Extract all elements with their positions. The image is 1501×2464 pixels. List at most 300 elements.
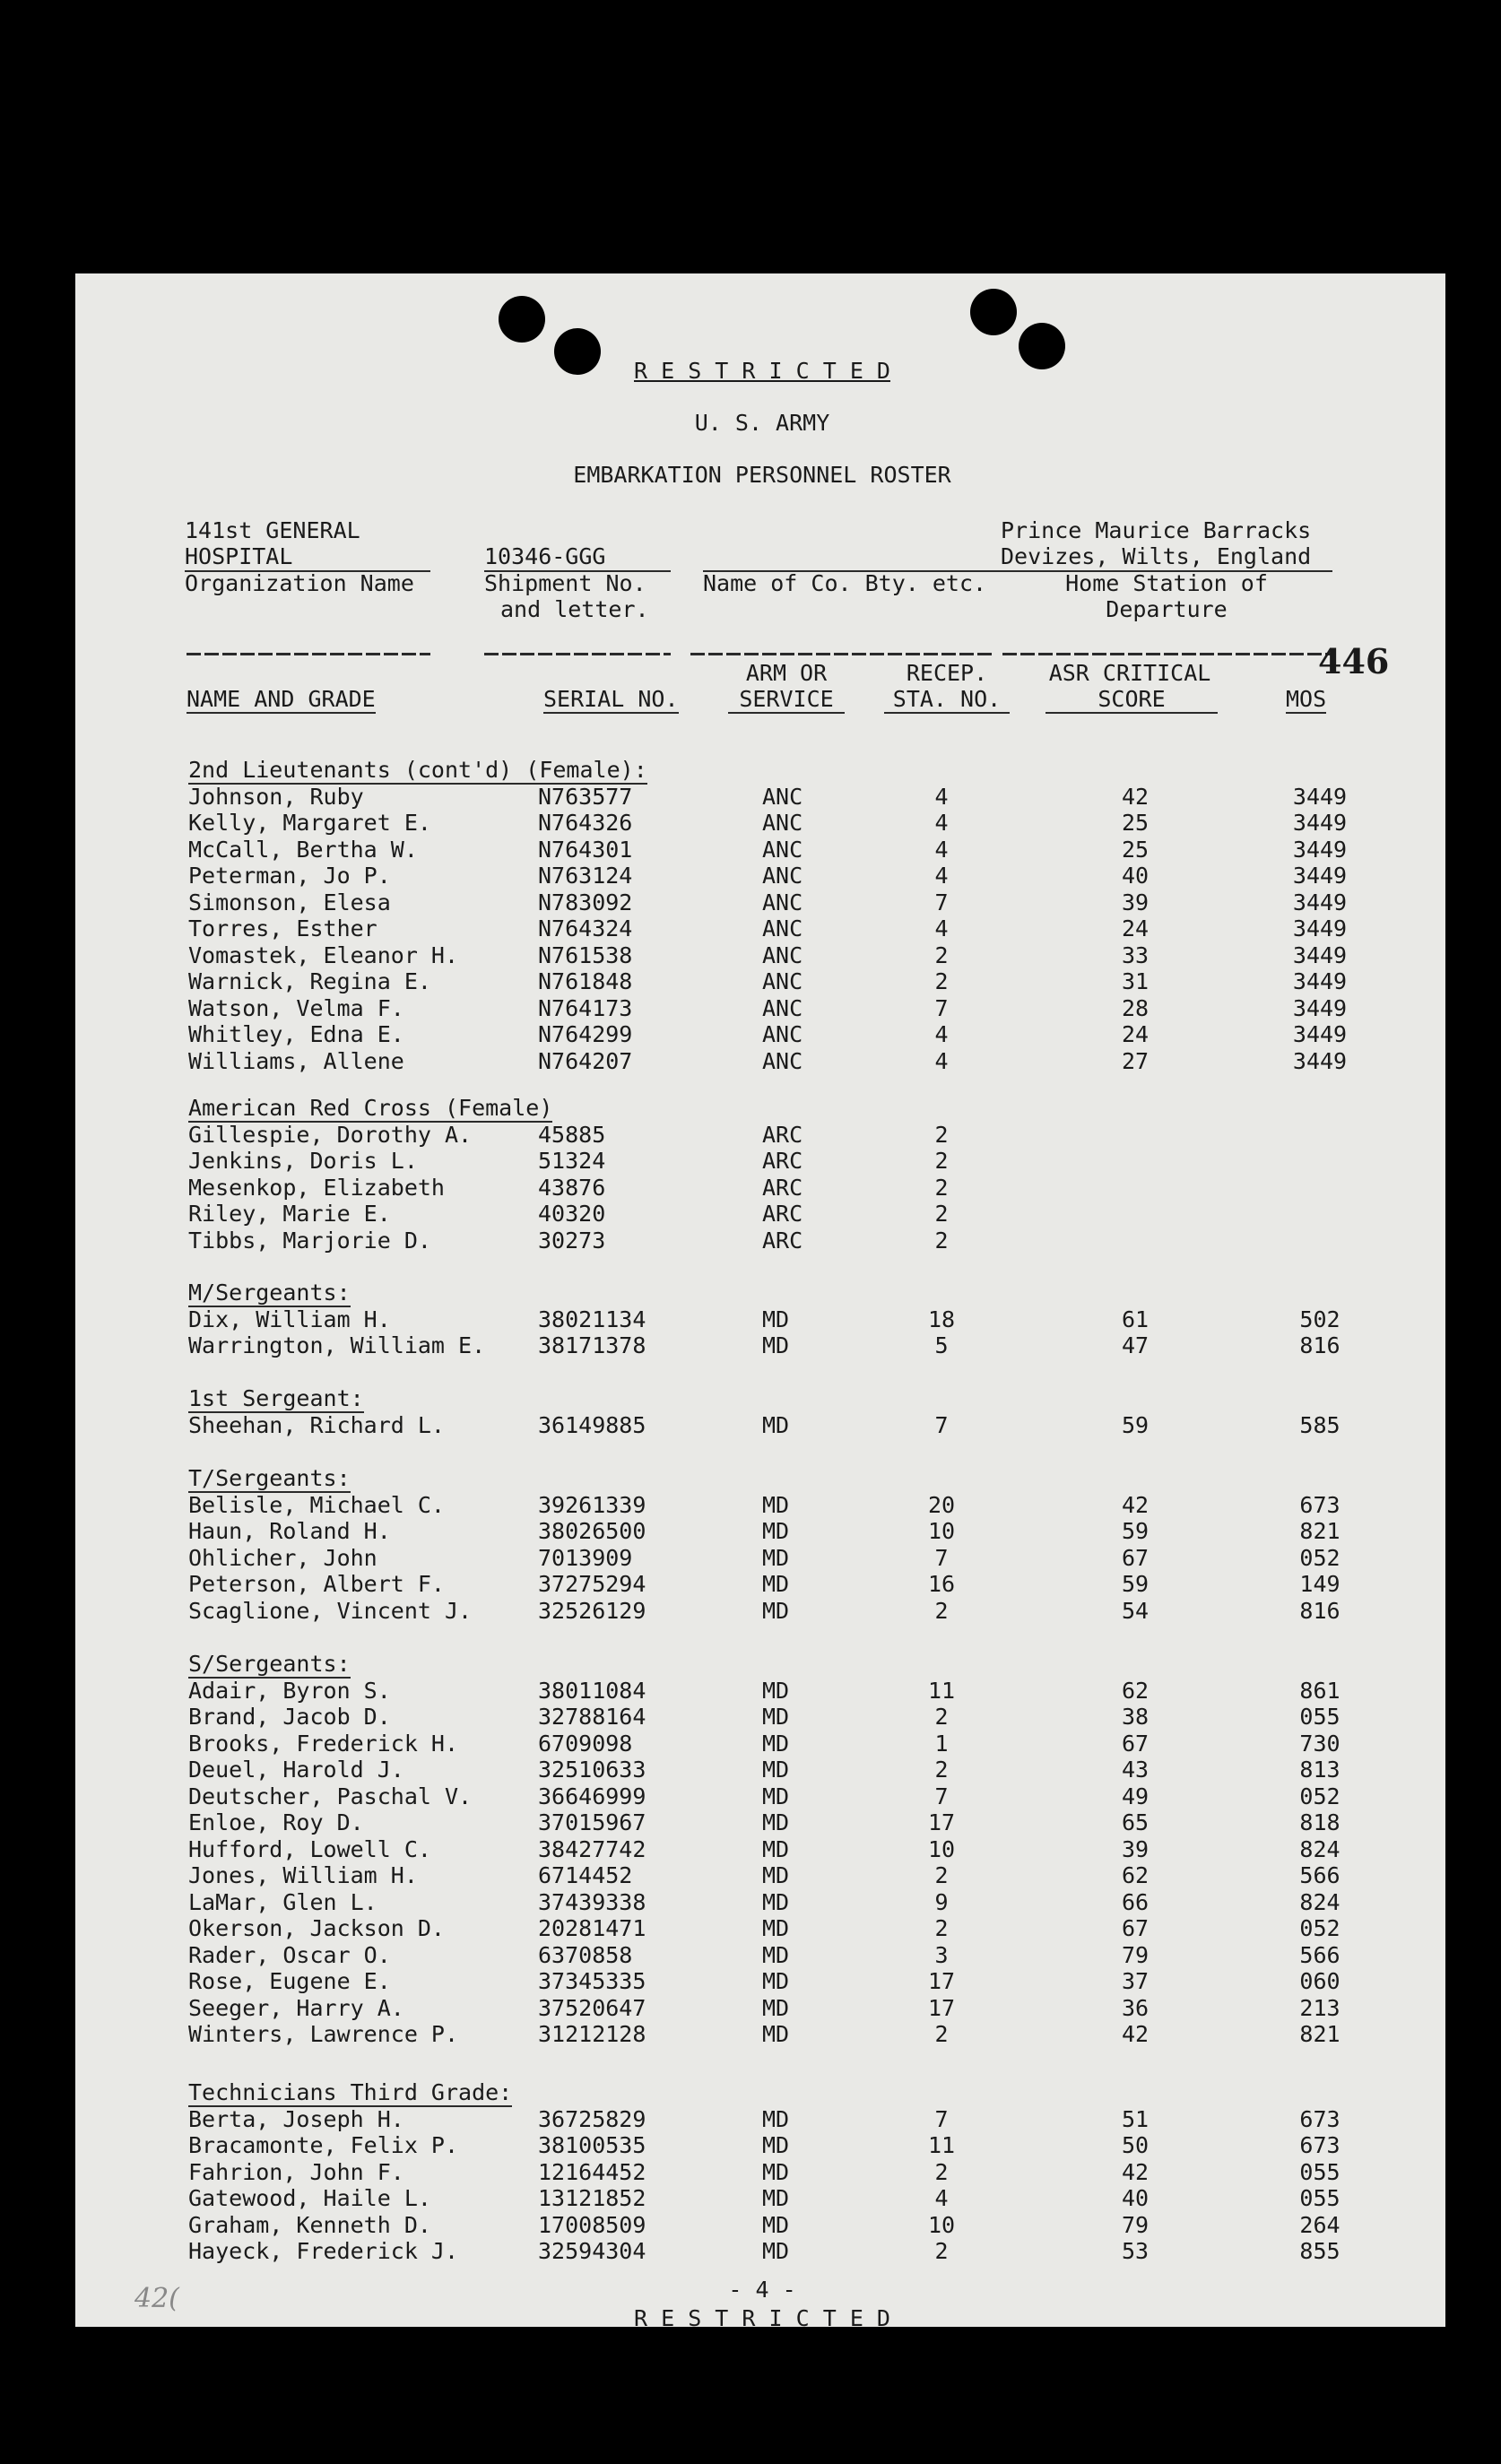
asr-score: 42 [1121, 783, 1150, 810]
mos-code: 730 [1299, 1730, 1340, 1757]
member-name: Gillespie, Dorothy A. [188, 1121, 473, 1148]
serial-number: 39261339 [538, 1491, 646, 1518]
arm-or-service: ANC [762, 836, 803, 863]
serial-number: 20281471 [538, 1915, 646, 1941]
arm-or-service: MD [762, 1862, 790, 1888]
mos-code: 055 [1299, 2158, 1340, 2185]
asr-score: 27 [1121, 1047, 1150, 1074]
column-header-name: NAME AND GRADE [187, 686, 376, 712]
mos-code: 824 [1299, 1835, 1340, 1862]
serial-number: 17008509 [538, 2211, 646, 2238]
mos-code: 055 [1299, 1704, 1340, 1730]
roster-row [0, 969, 1501, 996]
arm-or-service: ANC [762, 994, 803, 1021]
asr-score: 67 [1121, 1915, 1150, 1941]
member-name: Bracamonte, Felix P. [188, 2132, 459, 2158]
asr-score: 51 [1121, 2105, 1150, 2132]
header-rule [690, 653, 993, 655]
serial-number: N764301 [538, 836, 633, 863]
arm-or-service: MD [762, 1994, 790, 2021]
asr-score: 40 [1121, 2185, 1150, 2211]
serial-number: 32594304 [538, 2238, 646, 2264]
station-label2: Departure [1106, 596, 1228, 622]
asr-score: 39 [1121, 889, 1150, 915]
arm-or-service: MD [762, 1411, 790, 1438]
mos-code: 052 [1299, 1915, 1340, 1941]
roster-row [0, 2239, 1501, 2266]
asr-score: 49 [1121, 1783, 1150, 1809]
mos-code: 3449 [1292, 941, 1348, 968]
mos-code: 052 [1299, 1783, 1340, 1809]
reception-station: 2 [934, 1757, 949, 1783]
member-name: Williams, Allene [188, 1047, 404, 1074]
arm-or-service: ANC [762, 1047, 803, 1074]
reception-station: 7 [934, 1411, 949, 1438]
asr-score: 38 [1121, 1704, 1150, 1730]
member-name: Whitley, Edna E. [188, 1021, 404, 1047]
member-name: Okerson, Jackson D. [188, 1915, 445, 1941]
member-name: Torres, Esther [188, 915, 377, 941]
reception-station: 2 [934, 1862, 949, 1888]
member-name: LaMar, Glen L. [188, 1888, 377, 1915]
column-header-asr2: SCORE [1045, 687, 1218, 714]
member-name: Haun, Roland H. [188, 1518, 391, 1544]
roster-row [0, 1149, 1501, 1176]
shipment-label1: Shipment No. [484, 570, 646, 596]
section-title: 2nd Lieutenants (cont'd) (Female): [188, 757, 647, 783]
reception-station: 2 [934, 941, 949, 968]
header-rule [187, 653, 430, 655]
asr-score: 42 [1121, 2158, 1150, 2185]
mos-code: 818 [1299, 1809, 1340, 1835]
serial-number: 32510633 [538, 1757, 646, 1783]
reception-station: 10 [927, 1835, 956, 1862]
member-name: Winters, Lawrence P. [188, 2021, 459, 2047]
arm-or-service: MD [762, 1332, 790, 1358]
member-name: Warrington, William E. [188, 1332, 486, 1358]
member-name: Vomastek, Eleanor H. [188, 941, 459, 968]
member-name: Fahrion, John F. [188, 2158, 404, 2185]
member-name: Belisle, Michael C. [188, 1491, 445, 1518]
member-name: Kelly, Margaret E. [188, 810, 431, 836]
reception-station: 2 [934, 1174, 949, 1201]
reception-station: 2 [934, 1121, 949, 1148]
serial-number: N763577 [538, 783, 633, 810]
column-header-arm1: ARM OR [745, 660, 828, 686]
asr-score: 67 [1121, 1730, 1150, 1757]
serial-number: 40320 [538, 1201, 606, 1227]
serial-number: 37275294 [538, 1571, 646, 1597]
asr-score: 47 [1121, 1332, 1150, 1358]
serial-number: 30273 [538, 1227, 606, 1254]
serial-number: 32526129 [538, 1597, 646, 1624]
member-name: Hufford, Lowell C. [188, 1835, 431, 1862]
reception-station: 4 [934, 915, 949, 941]
asr-score: 79 [1121, 1941, 1150, 1968]
serial-number: 38011084 [538, 1677, 646, 1704]
mos-code: 502 [1299, 1306, 1340, 1332]
arm-or-service: MD [762, 1941, 790, 1968]
member-name: Seeger, Harry A. [188, 1994, 404, 2021]
roster-row [0, 1890, 1501, 1917]
asr-score: 33 [1121, 941, 1150, 968]
asr-score: 42 [1121, 1491, 1150, 1518]
section-title: Technicians Third Grade: [188, 2079, 513, 2105]
roster-row [0, 1916, 1501, 1943]
roster-row [0, 863, 1501, 890]
mos-code: 816 [1299, 1597, 1340, 1624]
member-name: Rose, Eugene E. [188, 1968, 391, 1994]
arm-or-service: MD [762, 1888, 790, 1915]
arm-or-service: MD [762, 1677, 790, 1704]
mos-code: 566 [1299, 1862, 1340, 1888]
reception-station: 2 [934, 2021, 949, 2047]
shipment-number: 10346-GGG [484, 543, 606, 569]
serial-number: 36646999 [538, 1783, 646, 1809]
serial-number: 38026500 [538, 1518, 646, 1544]
reception-station: 10 [927, 2211, 956, 2238]
serial-number: 38427742 [538, 1835, 646, 1862]
roster-row [0, 1943, 1501, 1970]
asr-score: 62 [1121, 1677, 1150, 1704]
column-header-recep1: RECEP. [906, 660, 988, 686]
asr-score: 25 [1121, 836, 1150, 863]
arm-or-service: MD [762, 2238, 790, 2264]
roster-row [0, 1228, 1501, 1255]
arm-or-service: MD [762, 2211, 790, 2238]
roster-row [0, 1546, 1501, 1573]
reception-station: 2 [934, 1597, 949, 1624]
column-header-recep2: STA. NO. [884, 687, 1010, 714]
asr-score: 59 [1121, 1518, 1150, 1544]
arm-or-service: ANC [762, 915, 803, 941]
roster-row [0, 2107, 1501, 2134]
member-name: Tibbs, Marjorie D. [188, 1227, 431, 1254]
roster-row [0, 1022, 1501, 1049]
roster-row [0, 1176, 1501, 1202]
roster-row [0, 1837, 1501, 1864]
reception-station: 4 [934, 783, 949, 810]
serial-number: 38100535 [538, 2132, 646, 2158]
arm-or-service: MD [762, 2021, 790, 2047]
arm-or-service: MD [762, 1544, 790, 1571]
reception-station: 20 [927, 1491, 956, 1518]
mos-code: 821 [1299, 2021, 1340, 2047]
arm-or-service: ARC [762, 1201, 803, 1227]
arm-or-service: MD [762, 1518, 790, 1544]
section-title: T/Sergeants: [188, 1465, 351, 1491]
member-name: Jenkins, Doris L. [188, 1148, 418, 1174]
serial-number: 36149885 [538, 1411, 646, 1438]
arm-or-service: MD [762, 2158, 790, 2185]
station-line1: Prince Maurice Barracks [1001, 517, 1312, 543]
asr-score: 25 [1121, 810, 1150, 836]
mos-code: 861 [1299, 1677, 1340, 1704]
member-name: Berta, Joseph H. [188, 2105, 404, 2132]
asr-score: 50 [1121, 2132, 1150, 2158]
roster-row [0, 1333, 1501, 1360]
arm-or-service: MD [762, 1809, 790, 1835]
arm-or-service: MD [762, 1730, 790, 1757]
mos-code: 3449 [1292, 1021, 1348, 1047]
column-header-arm2: SERVICE [728, 687, 845, 714]
roster-row [0, 1810, 1501, 1837]
asr-score: 24 [1121, 1021, 1150, 1047]
reception-station: 17 [927, 1968, 956, 1994]
mos-code: 673 [1299, 1491, 1340, 1518]
organization-line1: 141st GENERAL [185, 517, 360, 543]
mos-code: 3449 [1292, 783, 1348, 810]
member-name: Riley, Marie E. [188, 1201, 391, 1227]
reception-station: 2 [934, 1915, 949, 1941]
asr-score: 53 [1121, 2238, 1150, 2264]
mos-code: 816 [1299, 1332, 1340, 1358]
company-label: Name of Co. Bty. etc. [703, 570, 987, 596]
restricted-header: R E S T R I C T E D [634, 358, 890, 384]
arm-or-service: ANC [762, 941, 803, 968]
mos-code: 213 [1299, 1994, 1340, 2021]
mos-code: 585 [1299, 1411, 1340, 1438]
roster-row [0, 1413, 1501, 1440]
arm-or-service: MD [762, 1306, 790, 1332]
member-name: Sheehan, Richard L. [188, 1411, 445, 1438]
header-rule [484, 653, 671, 655]
mos-code: 566 [1299, 1941, 1340, 1968]
reception-station: 4 [934, 2185, 949, 2211]
member-name: Dix, William H. [188, 1306, 391, 1332]
margin-note: 42( [134, 2283, 179, 2314]
section-title: 1st Sergeant: [188, 1385, 364, 1411]
reception-station: 2 [934, 2158, 949, 2185]
member-name: Warnick, Regina E. [188, 968, 431, 994]
serial-number: 38021134 [538, 1306, 646, 1332]
reception-station: 2 [934, 1148, 949, 1174]
reception-station: 4 [934, 836, 949, 863]
serial-number: N764324 [538, 915, 633, 941]
roster-row [0, 1679, 1501, 1705]
organization-line2: HOSPITAL [185, 543, 293, 569]
page-title: EMBARKATION PERSONNEL ROSTER [573, 462, 951, 488]
serial-number: 32788164 [538, 1704, 646, 1730]
arm-or-service: MD [762, 1597, 790, 1624]
serial-number: 12164452 [538, 2158, 646, 2185]
mos-code: 3449 [1292, 863, 1348, 889]
asr-score: 31 [1121, 968, 1150, 994]
roster-row [0, 1731, 1501, 1758]
reception-station: 7 [934, 994, 949, 1021]
punch-hole [970, 289, 1017, 335]
serial-number: N764326 [538, 810, 633, 836]
reception-station: 17 [927, 1994, 956, 2021]
roster-row [0, 1996, 1501, 2023]
mos-code: 855 [1299, 2238, 1340, 2264]
reception-station: 4 [934, 1047, 949, 1074]
mos-code: 673 [1299, 2132, 1340, 2158]
asr-score: 59 [1121, 1571, 1150, 1597]
serial-number: N761848 [538, 968, 633, 994]
serial-number: N761538 [538, 941, 633, 968]
roster-row [0, 1784, 1501, 1811]
roster-row [0, 943, 1501, 970]
arm-or-service: ANC [762, 968, 803, 994]
arm-or-service: ANC [762, 889, 803, 915]
reception-station: 2 [934, 1227, 949, 1254]
serial-number: 37520647 [538, 1994, 646, 2021]
member-name: McCall, Bertha W. [188, 836, 418, 863]
serial-number: N763124 [538, 863, 633, 889]
asr-score: 36 [1121, 1994, 1150, 2021]
roster-row [0, 890, 1501, 917]
column-header-asr1: ASR CRITICAL [1048, 660, 1211, 686]
arm-or-service: MD [762, 2105, 790, 2132]
reception-station: 7 [934, 889, 949, 915]
arm-or-service: ARC [762, 1227, 803, 1254]
asr-score: 67 [1121, 1544, 1150, 1571]
roster-row [0, 1202, 1501, 1228]
roster-row [0, 811, 1501, 837]
asr-score: 59 [1121, 1411, 1150, 1438]
serial-number: N764207 [538, 1047, 633, 1074]
arm-or-service: MD [762, 1783, 790, 1809]
column-header-serial: SERIAL NO. [543, 686, 679, 712]
mos-code: 055 [1299, 2185, 1340, 2211]
section-title: American Red Cross (Female) [188, 1095, 553, 1121]
asr-score: 61 [1121, 1306, 1150, 1332]
station-label1: Home Station of [1065, 570, 1268, 596]
asr-score: 24 [1121, 915, 1150, 941]
roster-row [0, 837, 1501, 864]
shipment-label2: and letter. [500, 596, 649, 622]
page-number: - 4 - [728, 2277, 796, 2303]
mos-code: 3449 [1292, 1047, 1348, 1074]
roster-row [0, 1519, 1501, 1546]
member-name: Brand, Jacob D. [188, 1704, 391, 1730]
roster-row [0, 996, 1501, 1023]
member-name: Graham, Kenneth D. [188, 2211, 431, 2238]
mos-code: 3449 [1292, 810, 1348, 836]
section-title: S/Sergeants: [188, 1651, 351, 1677]
reception-station: 7 [934, 2105, 949, 2132]
arm-or-service: MD [762, 1757, 790, 1783]
arm-or-service: MD [762, 1704, 790, 1730]
mos-code: 673 [1299, 2105, 1340, 2132]
member-name: Deutscher, Paschal V. [188, 1783, 473, 1809]
serial-number: 37015967 [538, 1809, 646, 1835]
mos-code: 052 [1299, 1544, 1340, 1571]
reception-station: 2 [934, 2238, 949, 2264]
member-name: Jones, William H. [188, 1862, 418, 1888]
roster-row [0, 1757, 1501, 1784]
asr-score: 62 [1121, 1862, 1150, 1888]
reception-station: 4 [934, 810, 949, 836]
roster-row [0, 1969, 1501, 1996]
serial-number: 45885 [538, 1121, 606, 1148]
section-title: M/Sergeants: [188, 1280, 351, 1306]
mos-code: 3449 [1292, 836, 1348, 863]
organization-label: Organization Name [185, 570, 414, 596]
arm-or-service: ANC [762, 863, 803, 889]
roster-row [0, 1123, 1501, 1150]
reception-station: 10 [927, 1518, 956, 1544]
mos-code: 3449 [1292, 994, 1348, 1021]
mos-code: 813 [1299, 1757, 1340, 1783]
asr-score: 79 [1121, 2211, 1150, 2238]
member-name: Gatewood, Haile L. [188, 2185, 431, 2211]
serial-number: N764173 [538, 994, 633, 1021]
asr-score: 66 [1121, 1888, 1150, 1915]
asr-score: 39 [1121, 1835, 1150, 1862]
member-name: Simonson, Elesa [188, 889, 391, 915]
mos-code: 3449 [1292, 968, 1348, 994]
roster-row [0, 2186, 1501, 2213]
serial-number: 7013909 [538, 1544, 633, 1571]
serial-number: N783092 [538, 889, 633, 915]
arm-or-service: ANC [762, 783, 803, 810]
roster-row [0, 1493, 1501, 1520]
reception-station: 11 [927, 2132, 956, 2158]
roster-row [0, 1599, 1501, 1626]
member-name: Deuel, Harold J. [188, 1757, 404, 1783]
serial-number: 6714452 [538, 1862, 633, 1888]
arm-or-service: ARC [762, 1148, 803, 1174]
asr-score: 28 [1121, 994, 1150, 1021]
member-name: Enloe, Roy D. [188, 1809, 364, 1835]
reception-station: 3 [934, 1941, 949, 1968]
reception-station: 2 [934, 1704, 949, 1730]
mos-code: 821 [1299, 1518, 1340, 1544]
reception-station: 4 [934, 1021, 949, 1047]
roster-row [0, 2022, 1501, 2049]
roster-row [0, 785, 1501, 811]
roster-row [0, 1049, 1501, 1076]
serial-number: 37345335 [538, 1968, 646, 1994]
member-name: Johnson, Ruby [188, 783, 364, 810]
arm-or-service: MD [762, 1571, 790, 1597]
page-stamp: 446 [1318, 641, 1390, 681]
member-name: Scaglione, Vincent J. [188, 1597, 473, 1624]
mos-code: 3449 [1292, 889, 1348, 915]
reception-station: 16 [927, 1571, 956, 1597]
reception-station: 7 [934, 1783, 949, 1809]
reception-station: 18 [927, 1306, 956, 1332]
roster-row [0, 1705, 1501, 1731]
reception-station: 1 [934, 1730, 949, 1757]
roster-row [0, 916, 1501, 943]
reception-station: 11 [927, 1677, 956, 1704]
asr-score: 54 [1121, 1597, 1150, 1624]
header-rule [1002, 653, 1334, 655]
army-heading: U. S. ARMY [694, 410, 830, 436]
arm-or-service: ARC [762, 1121, 803, 1148]
reception-station: 2 [934, 968, 949, 994]
serial-number: 6370858 [538, 1941, 633, 1968]
punch-hole [1019, 323, 1065, 369]
arm-or-service: ARC [762, 1174, 803, 1201]
serial-number: 38171378 [538, 1332, 646, 1358]
serial-number: 51324 [538, 1148, 606, 1174]
arm-or-service: MD [762, 1835, 790, 1862]
arm-or-service: ANC [762, 1021, 803, 1047]
mos-code: 264 [1299, 2211, 1340, 2238]
punch-hole [499, 296, 545, 343]
asr-score: 65 [1121, 1809, 1150, 1835]
serial-number: 6709098 [538, 1730, 633, 1757]
roster-row [0, 1307, 1501, 1334]
arm-or-service: MD [762, 1915, 790, 1941]
roster-row [0, 2160, 1501, 2187]
member-name: Mesenkop, Elizabeth [188, 1174, 445, 1201]
member-name: Adair, Byron S. [188, 1677, 391, 1704]
